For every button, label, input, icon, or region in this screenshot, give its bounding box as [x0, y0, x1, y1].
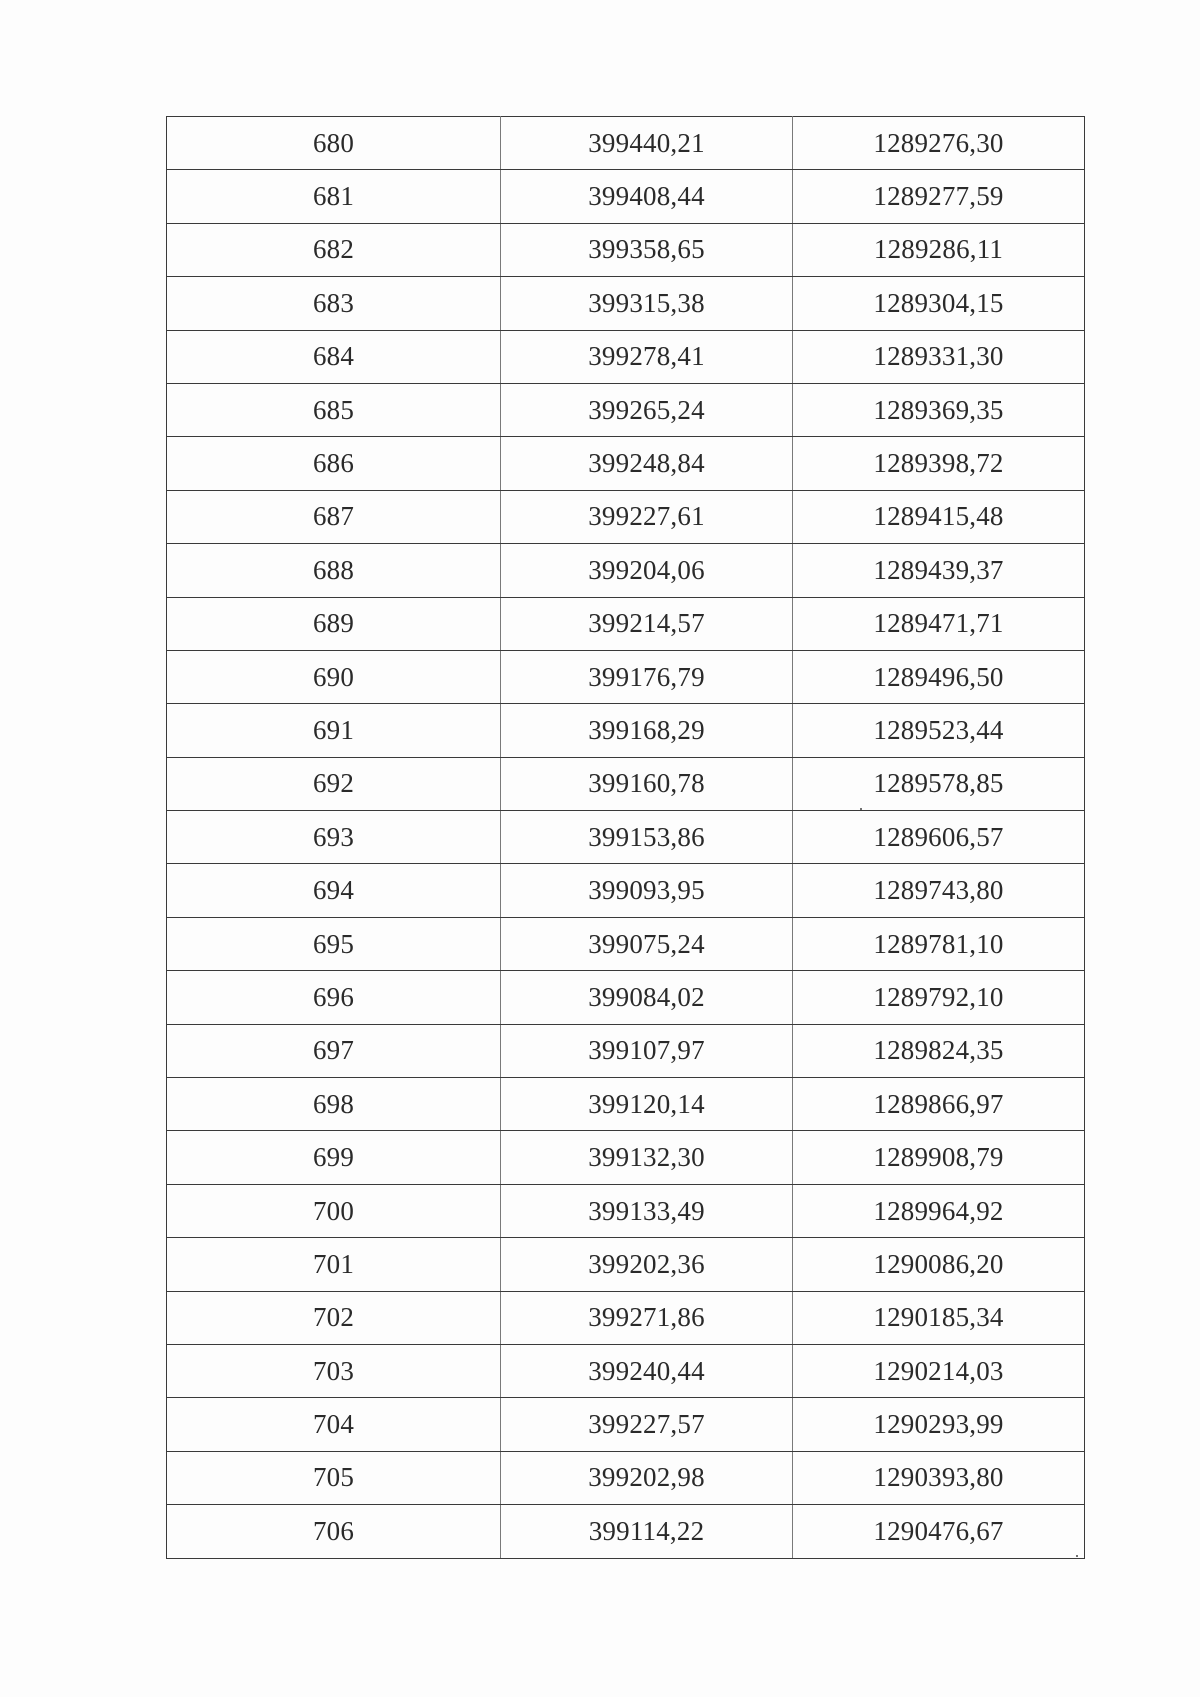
- point-number-cell: 705: [167, 1451, 501, 1504]
- y-coordinate-cell: 1290293,99: [793, 1398, 1085, 1451]
- y-coordinate-cell: 1289523,44: [793, 704, 1085, 757]
- point-number-cell: 691: [167, 704, 501, 757]
- y-coordinate-cell: 1289743,80: [793, 864, 1085, 917]
- point-number-cell: 698: [167, 1078, 501, 1131]
- y-coordinate-cell: 1290086,20: [793, 1238, 1085, 1291]
- point-number-cell: 687: [167, 490, 501, 543]
- x-coordinate-cell: 399084,02: [501, 971, 793, 1024]
- table-row: [167, 1024, 1085, 1077]
- point-number-cell: 686: [167, 437, 501, 490]
- x-coordinate-cell: 399160,78: [501, 757, 793, 810]
- x-coordinate-cell: 399315,38: [501, 277, 793, 330]
- y-coordinate-cell: 1289304,15: [793, 277, 1085, 330]
- point-number-cell: 695: [167, 917, 501, 970]
- point-number-cell: 685: [167, 383, 501, 436]
- point-number-cell: 682: [167, 223, 501, 276]
- table-row: [167, 811, 1085, 864]
- table-row: [167, 1131, 1085, 1184]
- x-coordinate-cell: 399227,61: [501, 490, 793, 543]
- table-row: [167, 650, 1085, 703]
- x-coordinate-cell: 399133,49: [501, 1184, 793, 1237]
- y-coordinate-cell: 1289781,10: [793, 917, 1085, 970]
- point-number-cell: 681: [167, 170, 501, 223]
- y-coordinate-cell: 1290185,34: [793, 1291, 1085, 1344]
- table-row: [167, 757, 1085, 810]
- table-row: [167, 383, 1085, 436]
- y-coordinate-cell: 1290393,80: [793, 1451, 1085, 1504]
- table-row: [167, 277, 1085, 330]
- table-row: [167, 971, 1085, 1024]
- x-coordinate-cell: 399202,98: [501, 1451, 793, 1504]
- table-row: [167, 117, 1085, 170]
- point-number-cell: 700: [167, 1184, 501, 1237]
- table-row: [167, 1451, 1085, 1504]
- point-number-cell: 701: [167, 1238, 501, 1291]
- table-row: [167, 170, 1085, 223]
- y-coordinate-cell: 1289908,79: [793, 1131, 1085, 1184]
- point-number-cell: 704: [167, 1398, 501, 1451]
- point-number-cell: 680: [167, 117, 501, 170]
- y-coordinate-cell: 1289398,72: [793, 437, 1085, 490]
- y-coordinate-cell: 1289866,97: [793, 1078, 1085, 1131]
- y-coordinate-cell: 1289276,30: [793, 117, 1085, 170]
- x-coordinate-cell: 399114,22: [501, 1505, 793, 1558]
- table-row: [167, 1291, 1085, 1344]
- table-row: [167, 704, 1085, 757]
- y-coordinate-cell: 1289277,59: [793, 170, 1085, 223]
- x-coordinate-cell: 399168,29: [501, 704, 793, 757]
- table-row: [167, 917, 1085, 970]
- point-number-cell: 703: [167, 1344, 501, 1397]
- y-coordinate-cell: 1290214,03: [793, 1344, 1085, 1397]
- table-row: [167, 864, 1085, 917]
- x-coordinate-cell: 399408,44: [501, 170, 793, 223]
- scan-speck: [860, 808, 862, 810]
- table-row: [167, 1344, 1085, 1397]
- scan-speck: [1076, 1555, 1078, 1557]
- point-number-cell: 693: [167, 811, 501, 864]
- table-row: [167, 490, 1085, 543]
- point-number-cell: 688: [167, 544, 501, 597]
- x-coordinate-cell: 399358,65: [501, 223, 793, 276]
- y-coordinate-cell: 1289578,85: [793, 757, 1085, 810]
- y-coordinate-cell: 1289286,11: [793, 223, 1085, 276]
- point-number-cell: 683: [167, 277, 501, 330]
- table-row: [167, 1184, 1085, 1237]
- coordinates-table: [166, 116, 1085, 1559]
- x-coordinate-cell: 399227,57: [501, 1398, 793, 1451]
- x-coordinate-cell: 399214,57: [501, 597, 793, 650]
- table-row: [167, 223, 1085, 276]
- point-number-cell: 702: [167, 1291, 501, 1344]
- point-number-cell: 696: [167, 971, 501, 1024]
- table-row: [167, 1398, 1085, 1451]
- point-number-cell: 706: [167, 1505, 501, 1558]
- table-row: [167, 597, 1085, 650]
- table-row: [167, 330, 1085, 383]
- y-coordinate-cell: 1289792,10: [793, 971, 1085, 1024]
- y-coordinate-cell: 1289439,37: [793, 544, 1085, 597]
- y-coordinate-cell: 1289824,35: [793, 1024, 1085, 1077]
- x-coordinate-cell: 399107,97: [501, 1024, 793, 1077]
- x-coordinate-cell: 399075,24: [501, 917, 793, 970]
- x-coordinate-cell: 399248,84: [501, 437, 793, 490]
- point-number-cell: 697: [167, 1024, 501, 1077]
- x-coordinate-cell: 399278,41: [501, 330, 793, 383]
- x-coordinate-cell: 399204,06: [501, 544, 793, 597]
- point-number-cell: 690: [167, 650, 501, 703]
- point-number-cell: 684: [167, 330, 501, 383]
- point-number-cell: 699: [167, 1131, 501, 1184]
- point-number-cell: 692: [167, 757, 501, 810]
- x-coordinate-cell: 399440,21: [501, 117, 793, 170]
- y-coordinate-cell: 1289606,57: [793, 811, 1085, 864]
- point-number-cell: 694: [167, 864, 501, 917]
- y-coordinate-cell: 1289415,48: [793, 490, 1085, 543]
- y-coordinate-cell: 1290476,67: [793, 1505, 1085, 1558]
- x-coordinate-cell: 399132,30: [501, 1131, 793, 1184]
- x-coordinate-cell: 399265,24: [501, 383, 793, 436]
- x-coordinate-cell: 399271,86: [501, 1291, 793, 1344]
- x-coordinate-cell: 399240,44: [501, 1344, 793, 1397]
- point-number-cell: 689: [167, 597, 501, 650]
- x-coordinate-cell: 399093,95: [501, 864, 793, 917]
- table-row: [167, 1078, 1085, 1131]
- table-row: [167, 437, 1085, 490]
- x-coordinate-cell: 399120,14: [501, 1078, 793, 1131]
- x-coordinate-cell: 399176,79: [501, 650, 793, 703]
- y-coordinate-cell: 1289964,92: [793, 1184, 1085, 1237]
- table-row: [167, 544, 1085, 597]
- x-coordinate-cell: 399153,86: [501, 811, 793, 864]
- y-coordinate-cell: 1289496,50: [793, 650, 1085, 703]
- y-coordinate-cell: 1289369,35: [793, 383, 1085, 436]
- y-coordinate-cell: 1289471,71: [793, 597, 1085, 650]
- table-row: [167, 1505, 1085, 1558]
- x-coordinate-cell: 399202,36: [501, 1238, 793, 1291]
- coordinates-table-body: [167, 117, 1085, 1559]
- y-coordinate-cell: 1289331,30: [793, 330, 1085, 383]
- table-row: [167, 1238, 1085, 1291]
